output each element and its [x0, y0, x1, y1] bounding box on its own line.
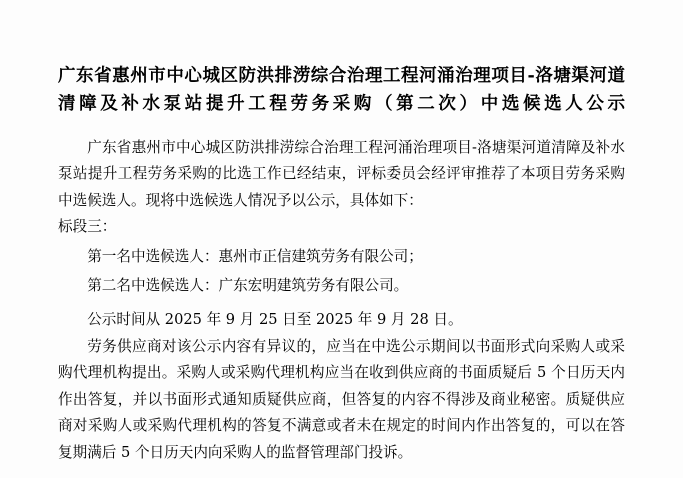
title-body-spacer	[58, 119, 625, 126]
closing-paragraph: 劳务供应商对该公示内容有异议的，应当在中选公示期间以书面形式向采购人或采购代理机构提出。采购人或采购代理机构应当在收到供应商的书面质疑后 5 个日历天内作出答复，并以书面形式通知质疑供应商，但答复的内容不得涉及商业秘密。质疑供应商对采购人或采购代理机构的答复不满意或者未在规定的时间内作出答复的，可以在答复期满后 5 个日历天内向采购人的监督管理部门投诉。	[58, 337, 625, 461]
notice-spacer	[58, 300, 625, 307]
candidate-first: 第一名中选候选人：惠州市正信建筑劳务有限公司；	[87, 247, 423, 265]
page-title: 广东省惠州市中心城区防洪排涝综合治理工程河涌治理项目-洛塘渠河道清障及补水泵站提升工程劳务采购（第二次）中选候选人公示	[58, 66, 625, 115]
intro-paragraph: 广东省惠州市中心城区防洪排涝综合治理工程河涌治理项目-洛塘渠河道清障及补水泵站提升工程劳务采购的比选工作已经结束，评标委员会经评审推荐了本项目劳务采购中选候选人。现将中选候选人情况予以公示，具体如下：	[58, 138, 625, 209]
section-label: 标段三：	[58, 218, 117, 236]
notice-period-paragraph: 公示时间从 2025 年 9 月 25 日至 2025 年 9 月 28 日。	[87, 310, 463, 328]
candidate-second: 第二名中选候选人：广东宏明建筑劳务有限公司。	[87, 277, 409, 295]
